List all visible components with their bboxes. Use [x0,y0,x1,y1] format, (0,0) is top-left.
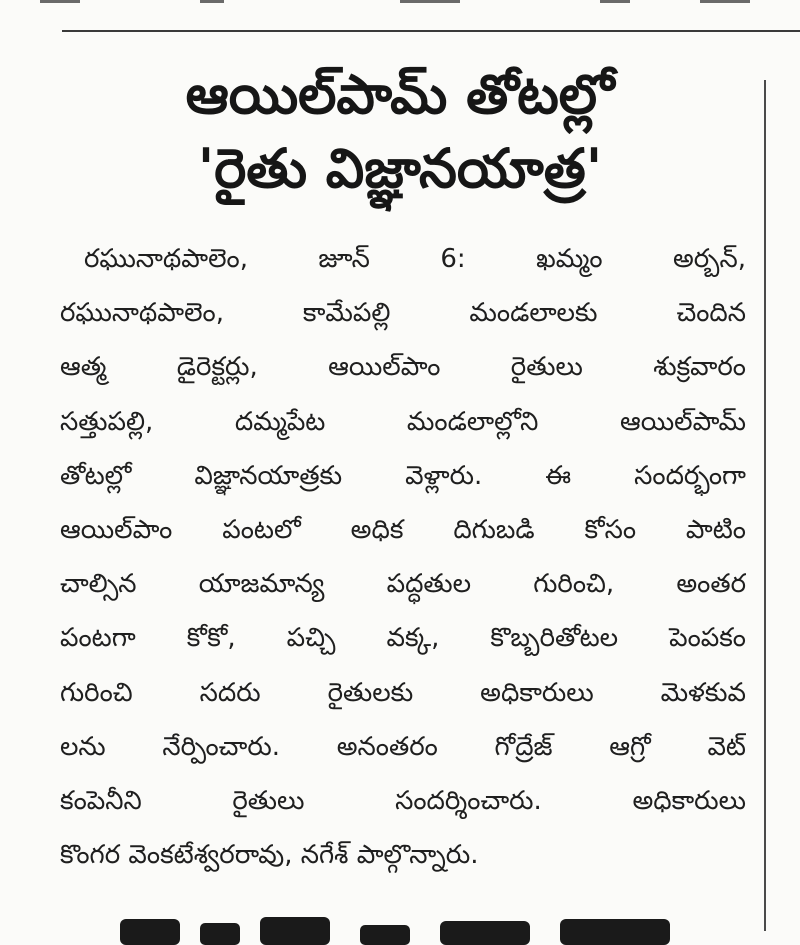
headline-line-1: ఆయిల్‌పామ్ తోటల్లో [185,63,615,126]
column-divider [764,80,766,931]
article-line: సత్తుపల్లి, దమ్మపేట మండలాల్లోని ఆయిల్‌పామ్ [60,406,746,437]
headline-line-2: 'రైతు విజ్ఞానయాత్ర' [197,137,603,200]
clipped-previous-text [0,0,800,8]
article-line: తోటల్లో విజ్ఞానయాత్రకు వెళ్లారు. ఈ సందర్భంగా [60,460,746,491]
article-headline [40,58,760,206]
article-body [60,232,746,882]
clipped-next-headline [110,905,710,945]
article-line: ఆయిల్‌పాం పంటలో అధిక దిగుబడి కోసం పాటిం [60,515,746,546]
article-line: లను నేర్పించారు. అనంతరం గోద్రేజ్ ఆగ్రో వెట్ [60,731,746,762]
section-divider [62,30,800,32]
article-line: రఘునాథపాలెం, కామేపల్లి మండలాలకు చెందిన [60,298,746,329]
article-line: గురించి సదరు రైతులకు అధికారులు మెళకువ [60,677,746,708]
article-line: రఘునాథపాలెం, జూన్ 6: ఖమ్మం అర్బన్, [84,244,746,274]
article-line: కొంగర వెంకటేశ్వరరావు, నగేశ్ పాల్గొన్నారు. [60,840,479,871]
article-line: కంపెనీని రైతులు సందర్శించారు. అధికారులు [60,786,746,817]
article-line: చాల్సిన యాజమాన్య పద్ధతుల గురించి, అంతర [60,569,746,600]
clipped-next-headline-graphic [110,905,710,945]
article-line: పంటగా కోకో, పచ్చి వక్క, కొబ్బరితోటల పెంపకం [60,623,746,654]
article-line: ఆత్మ డైరెక్టర్లు, ఆయిల్‌పాం రైతులు శుక్రవారం [60,352,746,383]
